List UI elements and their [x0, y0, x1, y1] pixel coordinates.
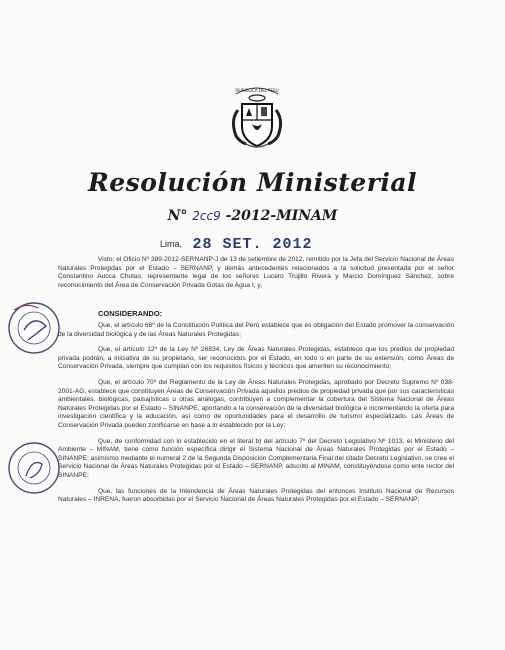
considerando-heading: CONSIDERANDO: — [98, 309, 163, 318]
document-title: Resolución Ministerial — [87, 168, 418, 197]
considerando-paragraph: Que, el artículo 12º de la Ley Nº 26834, Ley de Áreas Naturales Protegidas, establece que los predios de propiedad privada podrán, a iniciativa de su propietario, ser reconocidos por el Estado, en todo o en parte de su extensión, como Áreas de Conservación Privada, siempre que cumplan con los requisitos físicos y técnicos que ameriten su reconocimiento; — [58, 346, 454, 371]
considerando-paragraph: Que, las funciones de la Intendencia de Áreas Naturales Protegidas del entonces Instituto Nacional de Recursos Naturales – INRENA, fueron absorbidas por el Servicio Nacional de Áreas Naturales Protegidas por el Estado – SERNANP; — [58, 487, 454, 504]
handwritten-number: 2cc9 — [192, 209, 221, 223]
resolution-number — [0, 208, 505, 224]
visto-paragraph: Visto; el Oficio Nº 389-2012-SERNANP-J de 13 de setiembre de 2012, remitido por la Jefa del Servicio Nacional de Áreas Naturales Protegidas por el Estado – SERNANP, y demás antecedentes relacionados a la solicitud presentada por el señor Constantino Aucca Chutas, representante legal de los señores Lucero Trujillo Rivera y Marcio Domínguez Sánchez, sobre reconocimiento del Área de Conservación Privada Gotas de Agua I; y, — [58, 256, 454, 289]
coat-of-arms-icon — [228, 80, 286, 152]
date-stamp: 28 SET. 2012 — [192, 236, 313, 253]
date-label: Lima, — [160, 238, 183, 249]
svg-text:REPUBLICA DEL PERU: REPUBLICA DEL PERU — [235, 88, 279, 93]
considerando-section — [58, 322, 454, 512]
number-prefix: N° — [167, 208, 188, 224]
considerando-paragraph: Que, el artículo 68º de la Constitución Política del Perú establece que es obligación del Estado promover la conservación de la diversidad biológica y de las Áreas Naturales Protegidas; — [58, 322, 454, 338]
ministry-stamp — [6, 300, 62, 356]
number-suffix: -2012-MINAM — [225, 208, 338, 224]
ministry-stamp — [6, 440, 62, 496]
considerando-paragraph: Que, de conformidad con lo establecido en el literal b) del artículo 7º del Decreto Legislativo Nº 1013, el Ministerio del Ambiente – MINAM, tiene como función específica dirigir el Sistema Nacional de Áreas Naturales Protegidas por el Estado – SINANPE; asimismo mediante el numeral 2 de la Segunda Disposición Complementaria Final del citado Decreto Legislativo, se crea el Servicio Nacional de Áreas Naturales Protegidas por el Estado – SERNANP, adscrito al MINAM, constituyéndose como ente rector del SINANPE; — [58, 437, 454, 479]
visto-section — [58, 256, 454, 297]
considerando-paragraph: Que, el artículo 70º del Reglamento de la Ley de Áreas Naturales Protegidas, aprobado por Decreto Supremo Nº 038-2001-AG, establece que constituyen Áreas de Conservación Privada aquellos predios de propiedad privada que por sus características ambientales, biológicas, paisajísticas u otras análogas, contribuyen a complementar la cobertura del Sistema Nacional de Áreas Naturales Protegidas por el Estado – SINANPE, aportando a la conservación de la diversidad biológica e incrementando la oferta para investigación científica y la educación, así como de oportunidades para el desarrollo de turismo especializado. Las Áreas de Conservación Privada pueden zonificarse en base a lo establecido por la Ley; — [58, 378, 454, 429]
date-line — [160, 236, 313, 253]
